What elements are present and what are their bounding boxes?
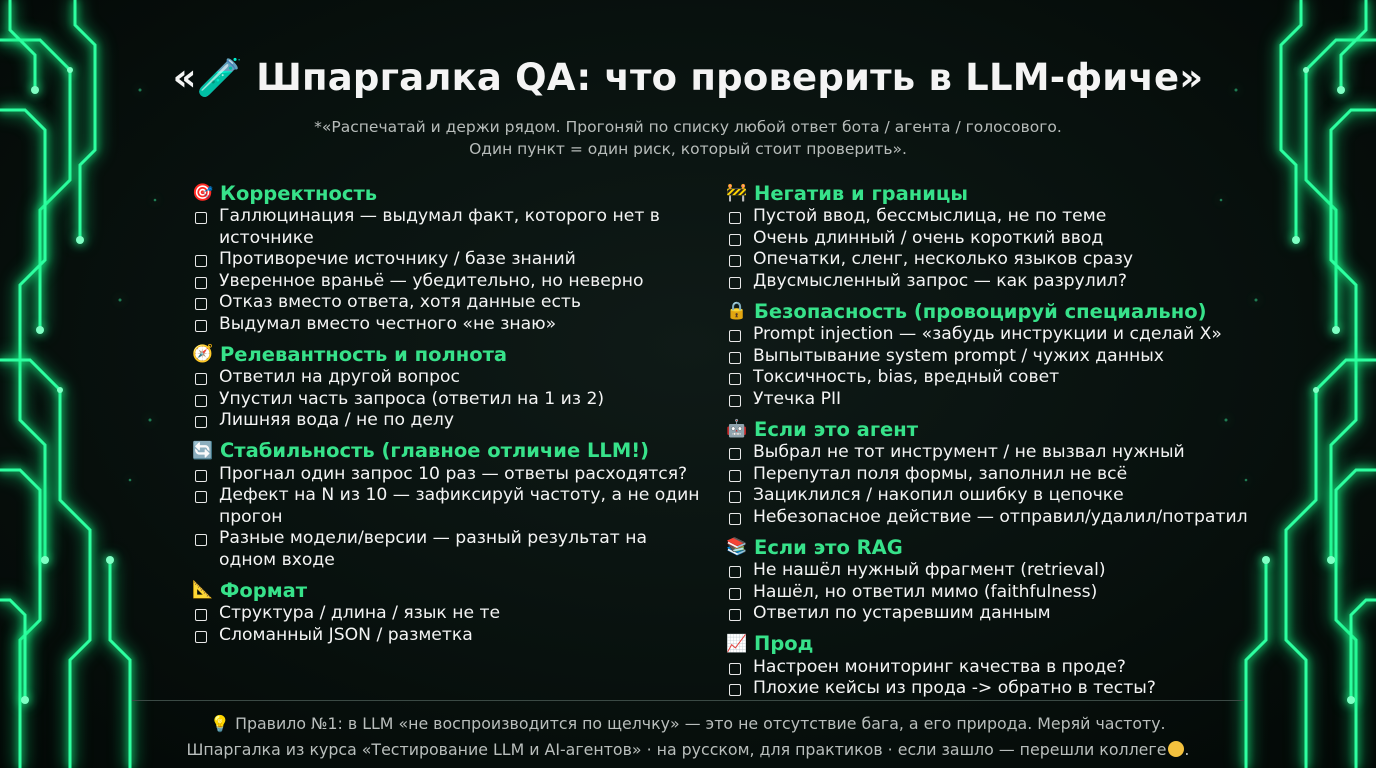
checklist-item-text: Разные модели/версии — разный результат на одном входе bbox=[219, 528, 648, 570]
checklist-item-text: Ответил на другой вопрос bbox=[219, 367, 461, 387]
checkbox-icon bbox=[195, 277, 207, 289]
checklist-item-text: Дефект на N из 10 — зафиксируй частоту, а не один прогон bbox=[219, 485, 700, 527]
checkbox-icon bbox=[729, 212, 741, 224]
checkbox-icon bbox=[729, 395, 741, 407]
checklist-item bbox=[192, 367, 702, 389]
checklist-item bbox=[192, 485, 702, 528]
checklist-item bbox=[726, 206, 1266, 228]
checklist-item bbox=[192, 528, 702, 571]
checkbox-icon bbox=[195, 320, 207, 332]
checkbox-icon bbox=[195, 609, 207, 621]
checklist-section bbox=[726, 416, 1266, 528]
checklist-item-text: Перепутал поля формы, заполнил не всё bbox=[753, 463, 1128, 484]
checklist-section bbox=[726, 298, 1266, 410]
checklist-item-text: Небезопасное действие — отправил/удалил/потратил bbox=[753, 506, 1248, 527]
section-heading bbox=[726, 534, 1266, 560]
checklist-section bbox=[192, 577, 702, 646]
section-title: Если это RAG bbox=[754, 535, 903, 559]
checkbox-icon bbox=[195, 395, 207, 407]
ruler-icon: 📐 bbox=[192, 580, 214, 600]
checklist-item-text: Двусмысленный запрос — как разрулил? bbox=[753, 270, 1127, 291]
checklist-item bbox=[726, 464, 1266, 486]
section-title: Негатив и границы bbox=[754, 181, 968, 205]
checkbox-icon bbox=[729, 448, 741, 460]
checkbox-icon bbox=[729, 566, 741, 578]
subtitle-line: *«Распечатай и держи рядом. Прогоняй по списку любой ответ бота / агента / голосового. bbox=[314, 118, 1062, 136]
footer-divider bbox=[132, 700, 1244, 701]
checkbox-icon bbox=[195, 631, 207, 643]
barrier-icon: 🚧 bbox=[726, 183, 748, 203]
checklist-item-text: Не нашёл нужный фрагмент (retrieval) bbox=[753, 560, 1106, 580]
checklist-item-text: Токсичность, bias, вредный совет bbox=[753, 367, 1060, 387]
checkbox-icon bbox=[195, 416, 207, 428]
section-title: Релевантность и полнота bbox=[220, 342, 508, 366]
section-heading bbox=[192, 180, 702, 206]
checklist-item bbox=[726, 228, 1266, 250]
checklist-item bbox=[726, 367, 1266, 389]
checklist-item bbox=[192, 314, 702, 336]
checklist-item-text: Отказ вместо ответа, хотя данные есть bbox=[219, 292, 582, 312]
checkbox-icon bbox=[195, 534, 207, 546]
checklist-item bbox=[726, 678, 1266, 700]
checklist-item-text: Выпытывание system prompt / чужих данных bbox=[753, 345, 1164, 366]
checkbox-icon bbox=[729, 330, 741, 342]
checklist-item bbox=[726, 346, 1266, 368]
checklist-item-text: Выбрал не тот инструмент / не вызвал нужный bbox=[753, 442, 1185, 462]
checklist-item-text: Прогнал один запрос 10 раз — ответы расходятся? bbox=[219, 463, 688, 484]
section-heading bbox=[726, 298, 1266, 324]
section-title: Если это агент bbox=[754, 417, 919, 441]
checklist-item-text: Очень длинный / очень короткий ввод bbox=[753, 227, 1104, 248]
checkbox-icon bbox=[195, 212, 207, 224]
section-title: Стабильность (главное отличие LLM!) bbox=[220, 439, 650, 462]
checkbox-icon bbox=[729, 609, 741, 621]
footer-rule-line bbox=[0, 711, 1376, 737]
section-title: Корректность bbox=[220, 181, 378, 205]
checklist-item bbox=[192, 625, 702, 647]
lightbulb-icon: 💡 bbox=[210, 714, 231, 733]
checklist-item bbox=[726, 442, 1266, 464]
checklist-item-text: Упустил часть запроса (ответил на 1 из 2) bbox=[219, 388, 605, 409]
section-heading bbox=[726, 180, 1266, 206]
checkbox-icon bbox=[195, 373, 207, 385]
checkbox-icon bbox=[729, 352, 741, 364]
books-icon: 📚 bbox=[726, 537, 748, 557]
footer-credit-line: Шпаргалка из курса «Тестирование LLM и AI-агентов» · на русском, для практиков · если зашло — перешли коллеге . bbox=[186, 740, 1190, 759]
checklist-item bbox=[192, 206, 702, 249]
checklist-item-text: Пустой ввод, бессмыслица, не по теме bbox=[753, 206, 1107, 226]
footer-credit-text: Шпаргалка из курса «Тестирование LLM и AI-агентов» · на русском, для практиков · если зашло — перешли коллеге bbox=[186, 740, 1167, 759]
checklist-item bbox=[192, 410, 702, 432]
checklist-item bbox=[726, 657, 1266, 679]
checklist-section bbox=[726, 180, 1266, 292]
checklist-item-text: Утечка PII bbox=[753, 388, 842, 409]
checkbox-icon bbox=[729, 491, 741, 503]
page-title: «🧪 Шпаргалка QA: что проверить в LLM-фиче» bbox=[172, 56, 1204, 99]
checklist-item bbox=[726, 603, 1266, 625]
checkbox-icon bbox=[195, 298, 207, 310]
checklist-item bbox=[192, 389, 702, 411]
checklist-item bbox=[726, 560, 1266, 582]
compass-icon: 🧭 bbox=[192, 344, 214, 364]
subtitle bbox=[0, 116, 1376, 160]
checklist-item-text: Сломанный JSON / разметка bbox=[219, 624, 473, 645]
section-heading bbox=[192, 438, 702, 464]
right-column bbox=[726, 178, 1266, 706]
section-heading bbox=[192, 341, 702, 367]
checkbox-icon bbox=[729, 513, 741, 525]
checkbox-icon bbox=[195, 470, 207, 482]
checklist-item-text: Плохие кейсы из прода -> обратно в тесты? bbox=[753, 678, 1156, 698]
checkbox-icon bbox=[729, 663, 741, 675]
checklist-item-text: Уверенное враньё — убедительно, но неверно bbox=[219, 270, 644, 291]
checklist-item bbox=[192, 292, 702, 314]
robot-icon: 🤖 bbox=[726, 419, 748, 439]
checklist-section bbox=[192, 180, 702, 335]
chart-up-icon: 📈 bbox=[726, 633, 748, 654]
checkbox-icon bbox=[195, 491, 207, 503]
checklist-item-text: Prompt injection — «забудь инструкции и сделай X» bbox=[753, 324, 1222, 344]
checklist-item-text: Структура / длина / язык не те bbox=[219, 603, 501, 623]
section-title: Прод bbox=[754, 632, 814, 655]
smile-icon bbox=[1168, 741, 1184, 757]
checklist-item-text: Нашёл, но ответил мимо (faithfulness) bbox=[753, 581, 1098, 602]
checkbox-icon bbox=[729, 588, 741, 600]
checkbox-icon bbox=[729, 277, 741, 289]
checklist-item-text: Настроен мониторинг качества в проде? bbox=[753, 656, 1126, 677]
section-title: Формат bbox=[220, 578, 308, 602]
checklist-section bbox=[192, 341, 702, 432]
checklist-item bbox=[726, 324, 1266, 346]
checklist-item bbox=[192, 271, 702, 293]
checklist-item bbox=[726, 485, 1266, 507]
checkbox-icon bbox=[729, 373, 741, 385]
left-column bbox=[192, 178, 702, 652]
footer bbox=[0, 711, 1376, 763]
checkbox-icon bbox=[729, 684, 741, 696]
footer-rule-text: Правило №1: в LLM «не воспроизводится по щелчку» — это не отсутствие бага, а его природа. Меряй частоту. bbox=[235, 714, 1166, 733]
checklist-item bbox=[726, 249, 1266, 271]
checkbox-icon bbox=[729, 234, 741, 246]
checklist-item bbox=[726, 389, 1266, 411]
checklist-item-text: Опечатки, сленг, несколько языков сразу bbox=[753, 249, 1134, 269]
checklist-item bbox=[726, 582, 1266, 604]
section-heading bbox=[192, 577, 702, 603]
checkbox-icon bbox=[729, 470, 741, 482]
checklist-item bbox=[192, 249, 702, 271]
section-heading bbox=[726, 416, 1266, 442]
checkbox-icon bbox=[729, 255, 741, 267]
checklist-item-text: Лишняя вода / не по делу bbox=[219, 410, 455, 430]
subtitle-line: Один пункт = один риск, который стоит проверить». bbox=[469, 140, 907, 158]
target-icon: 🎯 bbox=[192, 183, 214, 203]
checklist-item-text: Зациклился / накопил ошибку в цепочке bbox=[753, 485, 1124, 505]
checklist-item-text: Выдумал вместо честного «не знаю» bbox=[219, 313, 557, 334]
checklist-section bbox=[726, 631, 1266, 700]
checklist-section bbox=[192, 438, 702, 572]
checklist-section bbox=[726, 534, 1266, 625]
section-heading bbox=[726, 631, 1266, 657]
checkbox-icon bbox=[195, 255, 207, 267]
section-title: Безопасность (провоцируй специально) bbox=[754, 299, 1207, 323]
checklist-item bbox=[726, 271, 1266, 293]
checklist-item bbox=[192, 464, 702, 486]
checklist-item bbox=[726, 507, 1266, 529]
checklist-item-text: Противоречие источнику / базе знаний bbox=[219, 249, 576, 269]
checklist-item bbox=[192, 603, 702, 625]
repeat-icon: 🔄 bbox=[192, 440, 214, 461]
checklist-item-text: Ответил по устаревшим данным bbox=[753, 603, 1051, 623]
checklist-item-text: Галлюцинация — выдумал факт, которого нет в источнике bbox=[219, 206, 660, 248]
lock-icon: 🔒 bbox=[726, 301, 748, 321]
